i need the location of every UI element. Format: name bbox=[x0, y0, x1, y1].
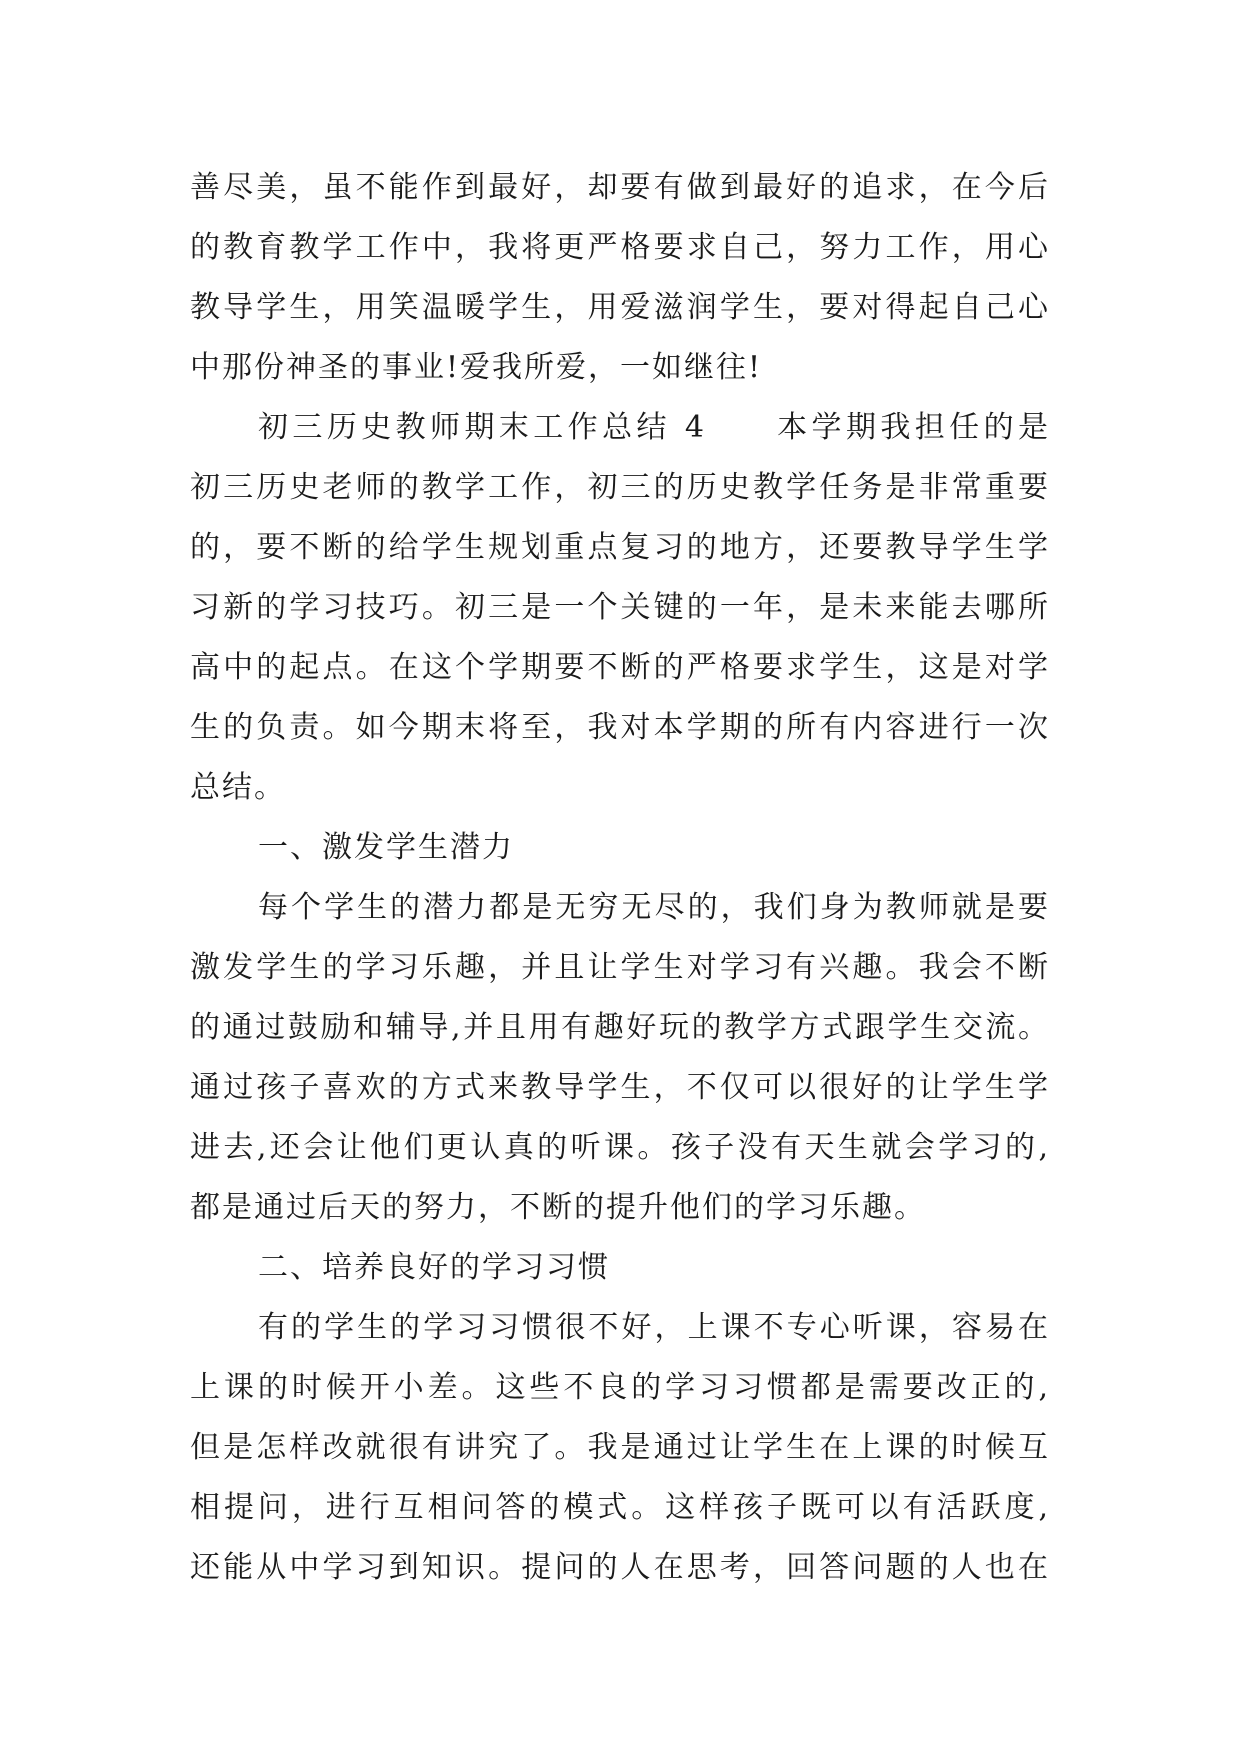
text-line: 中那份神圣的事业!爱我所爱，一如继往! bbox=[190, 350, 763, 385]
text-line: 总结。 bbox=[190, 770, 286, 805]
text-line: 高中的起点。在这个学期要不断的严格要求学生，这是对学 bbox=[190, 650, 1050, 685]
text-line: 有的学生的学习习惯很不好，上课不专心听课，容易在 bbox=[258, 1310, 1050, 1345]
document-body bbox=[190, 158, 1050, 1598]
section-title-line: 初三历史教师期末工作总结 4 本学期我担任的是 bbox=[258, 410, 1050, 445]
heading-one: 一、激发学生潜力 bbox=[258, 830, 514, 865]
text-line: 教导学生，用笑温暖学生，用爱滋润学生，要对得起自己心 bbox=[190, 290, 1050, 325]
text-line: 但是怎样改就很有讲究了。我是通过让学生在上课的时候互 bbox=[190, 1430, 1050, 1465]
text-line: 生的负责。如今期末将至，我对本学期的所有内容进行一次 bbox=[190, 710, 1050, 745]
text-line: 的，要不断的给学生规划重点复习的地方，还要教导学生学 bbox=[190, 530, 1050, 565]
text-line: 初三历史老师的教学工作，初三的历史教学任务是非常重要 bbox=[190, 470, 1050, 505]
text-line: 每个学生的潜力都是无穷无尽的，我们身为教师就是要 bbox=[258, 890, 1050, 925]
text-line: 激发学生的学习乐趣，并且让学生对学习有兴趣。我会不断 bbox=[190, 950, 1050, 985]
text-line: 的教育教学工作中，我将更严格要求自己，努力工作，用心 bbox=[190, 230, 1050, 265]
text-line: 的通过鼓励和辅导,并且用有趣好玩的教学方式跟学生交流。 bbox=[190, 1010, 1050, 1045]
text-line: 都是通过后天的努力，不断的提升他们的学习乐趣。 bbox=[190, 1190, 926, 1225]
text-line: 习新的学习技巧。初三是一个关键的一年，是未来能去哪所 bbox=[190, 590, 1050, 625]
text-line: 相提问，进行互相问答的模式。这样孩子既可以有活跃度, bbox=[190, 1490, 1050, 1525]
text-line: 通过孩子喜欢的方式来教导学生，不仅可以很好的让学生学 bbox=[190, 1070, 1050, 1105]
text-line: 善尽美，虽不能作到最好，却要有做到最好的追求，在今后 bbox=[190, 170, 1050, 205]
heading-two: 二、培养良好的学习习惯 bbox=[258, 1250, 610, 1285]
text-line: 进去,还会让他们更认真的听课。孩子没有天生就会学习的, bbox=[190, 1130, 1050, 1165]
text-line: 上课的时候开小差。这些不良的学习习惯都是需要改正的, bbox=[190, 1370, 1050, 1405]
text-line: 还能从中学习到知识。提问的人在思考，回答问题的人也在 bbox=[190, 1550, 1050, 1585]
